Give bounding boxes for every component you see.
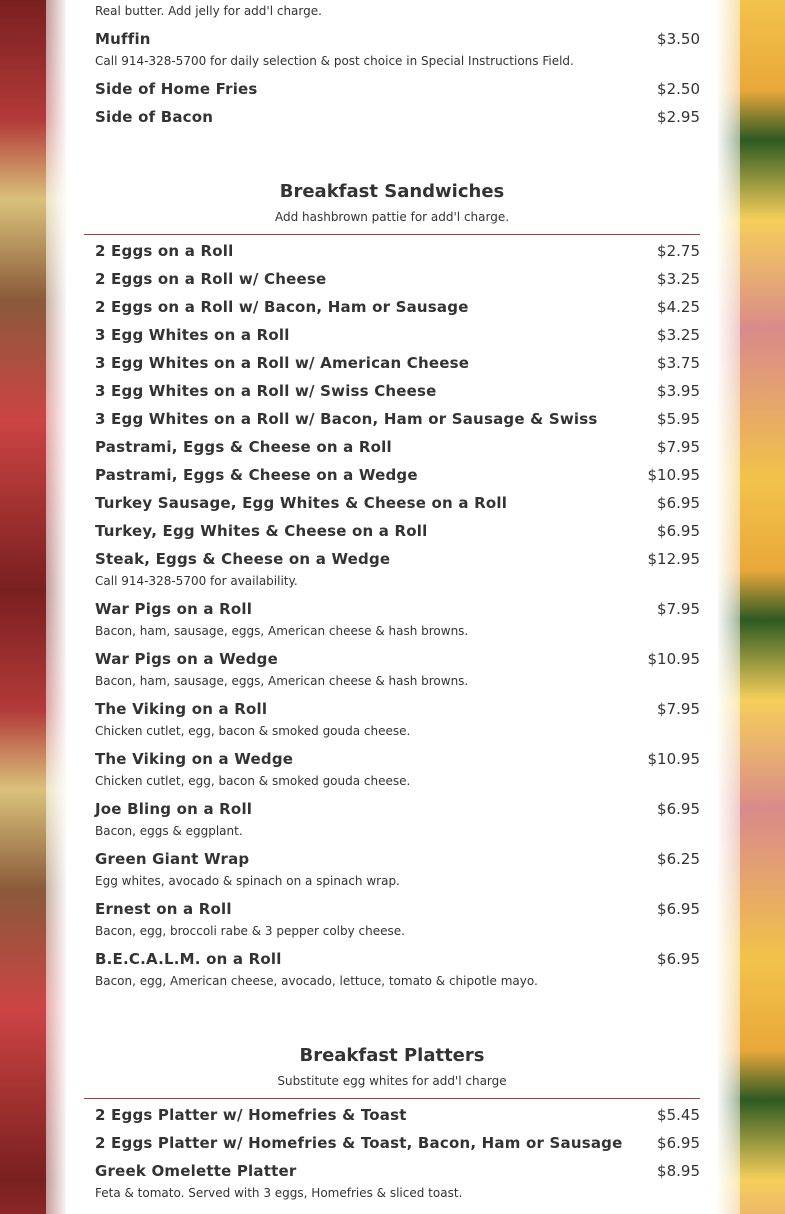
background-fade-right [718, 0, 740, 1214]
menu-item[interactable] [95, 800, 700, 838]
item-price: $12.95 [647, 550, 700, 568]
menu-panel [66, 0, 718, 1214]
item-price: $3.25 [657, 270, 700, 288]
item-description: Feta & tomato. Served with 3 eggs, Homefries & sliced toast. [95, 1186, 463, 1200]
item-price: $3.25 [657, 326, 700, 344]
menu-item[interactable] [95, 522, 700, 540]
item-description: Bacon, ham, sausage, eggs, American cheese & hash browns. [95, 674, 469, 688]
item-price: $5.45 [657, 1106, 700, 1124]
item-price: $6.95 [657, 950, 700, 968]
item-description: Bacon, eggs & eggplant. [95, 824, 243, 838]
menu-item[interactable] [95, 550, 700, 588]
menu-item[interactable] [95, 700, 700, 738]
item-description: Bacon, egg, broccoli rabe & 3 pepper colby cheese. [95, 924, 405, 938]
item-name: The Viking on a Wedge [95, 750, 294, 768]
item-name: B.E.C.A.L.M. on a Roll [95, 950, 282, 968]
item-price: $6.95 [657, 900, 700, 918]
item-description: Real butter. Add jelly for add'l charge. [95, 4, 322, 18]
item-name: Side of Home Fries [95, 80, 258, 98]
menu-item[interactable] [95, 850, 700, 888]
item-price: $5.95 [657, 410, 700, 428]
menu-item[interactable] [95, 1162, 700, 1200]
menu-item[interactable] [95, 326, 700, 344]
menu-item[interactable] [95, 108, 700, 126]
item-price: $3.75 [657, 354, 700, 372]
menu-item[interactable] [95, 30, 700, 68]
item-price: $6.95 [657, 494, 700, 512]
section-divider [84, 234, 700, 235]
menu-item[interactable] [95, 1134, 700, 1152]
item-description: Chicken cutlet, egg, bacon & smoked gouda cheese. [95, 724, 411, 738]
item-price: $2.95 [657, 108, 700, 126]
background-fade-left [46, 0, 66, 1214]
item-price: $6.95 [657, 800, 700, 818]
menu-item[interactable] [95, 1106, 700, 1124]
item-name: 3 Egg Whites on a Roll w/ American Cheese [95, 354, 470, 372]
menu-item[interactable] [95, 600, 700, 638]
menu-item[interactable] [95, 298, 700, 316]
menu-item[interactable] [95, 900, 700, 938]
item-name: Turkey, Egg Whites & Cheese on a Roll [95, 522, 428, 540]
item-description: Call 914-328-5700 for daily selection & post choice in Special Instructions Field. [95, 54, 574, 68]
menu-item[interactable] [95, 438, 700, 456]
menu-item[interactable] [95, 750, 700, 788]
menu-item[interactable] [95, 466, 700, 484]
item-description: Bacon, egg, American cheese, avocado, lettuce, tomato & chipotle mayo. [95, 974, 538, 988]
item-description: Chicken cutlet, egg, bacon & smoked gouda cheese. [95, 774, 411, 788]
menu-item[interactable] [95, 950, 700, 988]
menu-item[interactable] [95, 410, 700, 428]
item-name: War Pigs on a Roll [95, 600, 253, 618]
item-description: Egg whites, avocado & spinach on a spinach wrap. [95, 874, 400, 888]
item-price: $6.95 [657, 522, 700, 540]
item-price: $6.25 [657, 850, 700, 868]
item-description: Bacon, ham, sausage, eggs, American cheese & hash browns. [95, 624, 469, 638]
menu-item[interactable] [95, 242, 700, 260]
section-title: Breakfast Sandwiches [279, 181, 505, 202]
section-subtitle: Substitute egg whites for add'l charge [277, 1074, 507, 1088]
item-name: 2 Eggs Platter w/ Homefries & Toast [95, 1106, 407, 1124]
item-name: 2 Eggs on a Roll w/ Cheese [95, 270, 327, 288]
item-price: $10.95 [647, 650, 700, 668]
item-name: 3 Egg Whites on a Roll w/ Swiss Cheese [95, 382, 437, 400]
item-name: Green Giant Wrap [95, 850, 250, 868]
item-price: $8.95 [657, 1162, 700, 1180]
item-name: Pastrami, Eggs & Cheese on a Wedge [95, 466, 418, 484]
menu-item[interactable] [95, 494, 700, 512]
item-name: Ernest on a Roll [95, 900, 232, 918]
item-price: $7.95 [657, 600, 700, 618]
item-description: Call 914-328-5700 for availability. [95, 574, 298, 588]
menu-item[interactable] [95, 80, 700, 98]
item-price: $2.50 [657, 80, 700, 98]
item-name: 3 Egg Whites on a Roll [95, 326, 290, 344]
item-name: 2 Eggs Platter w/ Homefries & Toast, Bacon, Ham or Sausage [95, 1134, 623, 1152]
item-price: $3.95 [657, 382, 700, 400]
menu-item[interactable] [95, 270, 700, 288]
item-name: Greek Omelette Platter [95, 1162, 297, 1180]
item-name: War Pigs on a Wedge [95, 650, 278, 668]
item-price: $2.75 [657, 242, 700, 260]
item-name: The Viking on a Roll [95, 700, 268, 718]
menu-item[interactable] [95, 650, 700, 688]
menu-item[interactable] [95, 354, 700, 372]
section-subtitle: Add hashbrown pattie for add'l charge. [274, 210, 510, 224]
item-name: Muffin [95, 30, 151, 48]
item-name: 3 Egg Whites on a Roll w/ Bacon, Ham or Sausage & Swiss [95, 410, 598, 428]
section-title: Breakfast Platters [299, 1045, 485, 1066]
item-price: $6.95 [657, 1134, 700, 1152]
item-price: $10.95 [647, 750, 700, 768]
item-name: Joe Bling on a Roll [95, 800, 253, 818]
item-name: 2 Eggs on a Roll w/ Bacon, Ham or Sausage [95, 298, 469, 316]
item-name: Turkey Sausage, Egg Whites & Cheese on a Roll [95, 494, 508, 512]
item-price: $7.95 [657, 700, 700, 718]
item-name: Steak, Eggs & Cheese on a Wedge [95, 550, 391, 568]
item-name: 2 Eggs on a Roll [95, 242, 234, 260]
menu-item[interactable] [95, 382, 700, 400]
item-price: $4.25 [657, 298, 700, 316]
section-divider [84, 1098, 700, 1099]
item-price: $3.50 [657, 30, 700, 48]
item-price: $7.95 [657, 438, 700, 456]
item-name: Pastrami, Eggs & Cheese on a Roll [95, 438, 392, 456]
item-price: $10.95 [647, 466, 700, 484]
item-name: Side of Bacon [95, 108, 214, 126]
